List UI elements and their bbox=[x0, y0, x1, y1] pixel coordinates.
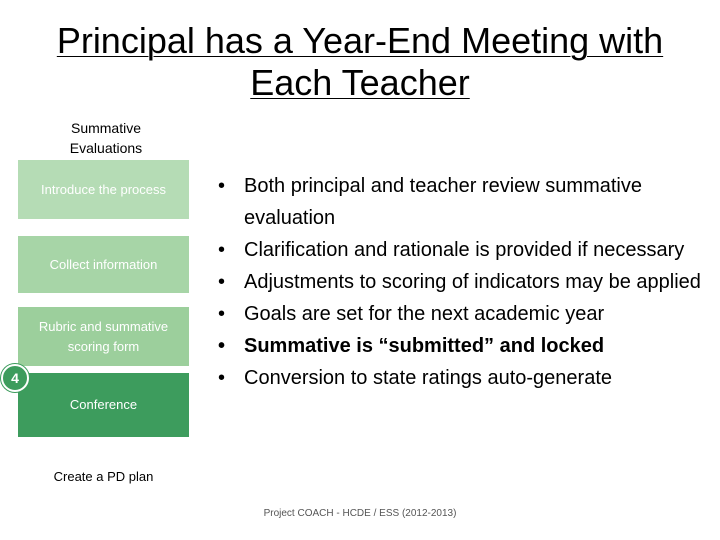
step-collect-information[interactable]: Collect information bbox=[18, 236, 189, 293]
step-create-pd-plan[interactable]: Create a PD plan bbox=[18, 455, 189, 499]
step-introduce-process[interactable]: Introduce the process bbox=[18, 160, 189, 219]
sidebar-heading: Summative Evaluations bbox=[69, 120, 143, 156]
bullet-item: • Conversion to state ratings auto-generate bbox=[212, 362, 712, 394]
bullet-item: • Clarification and rationale is provided if necessary bbox=[212, 234, 712, 266]
slide-footer: Project COACH - HCDE / ESS (2012-2013) bbox=[263, 508, 457, 519]
bullet-item: • Summative is “submitted” and locked bbox=[212, 330, 712, 362]
bullet-item: • Both principal and teacher review summative evaluation bbox=[212, 170, 712, 234]
slide-title: Principal has a Year-End Meeting with Each Teacher bbox=[56, 20, 664, 103]
bullet-list bbox=[212, 170, 712, 394]
step-rubric-scoring-form[interactable]: Rubric and summative scoring form bbox=[18, 307, 189, 366]
step-number-badge: 4 bbox=[1, 364, 29, 392]
step-conference[interactable]: Conference bbox=[18, 373, 189, 437]
bullet-item: • Adjustments to scoring of indicators may be applied bbox=[212, 266, 712, 298]
bullet-item: • Goals are set for the next academic year bbox=[212, 298, 712, 330]
